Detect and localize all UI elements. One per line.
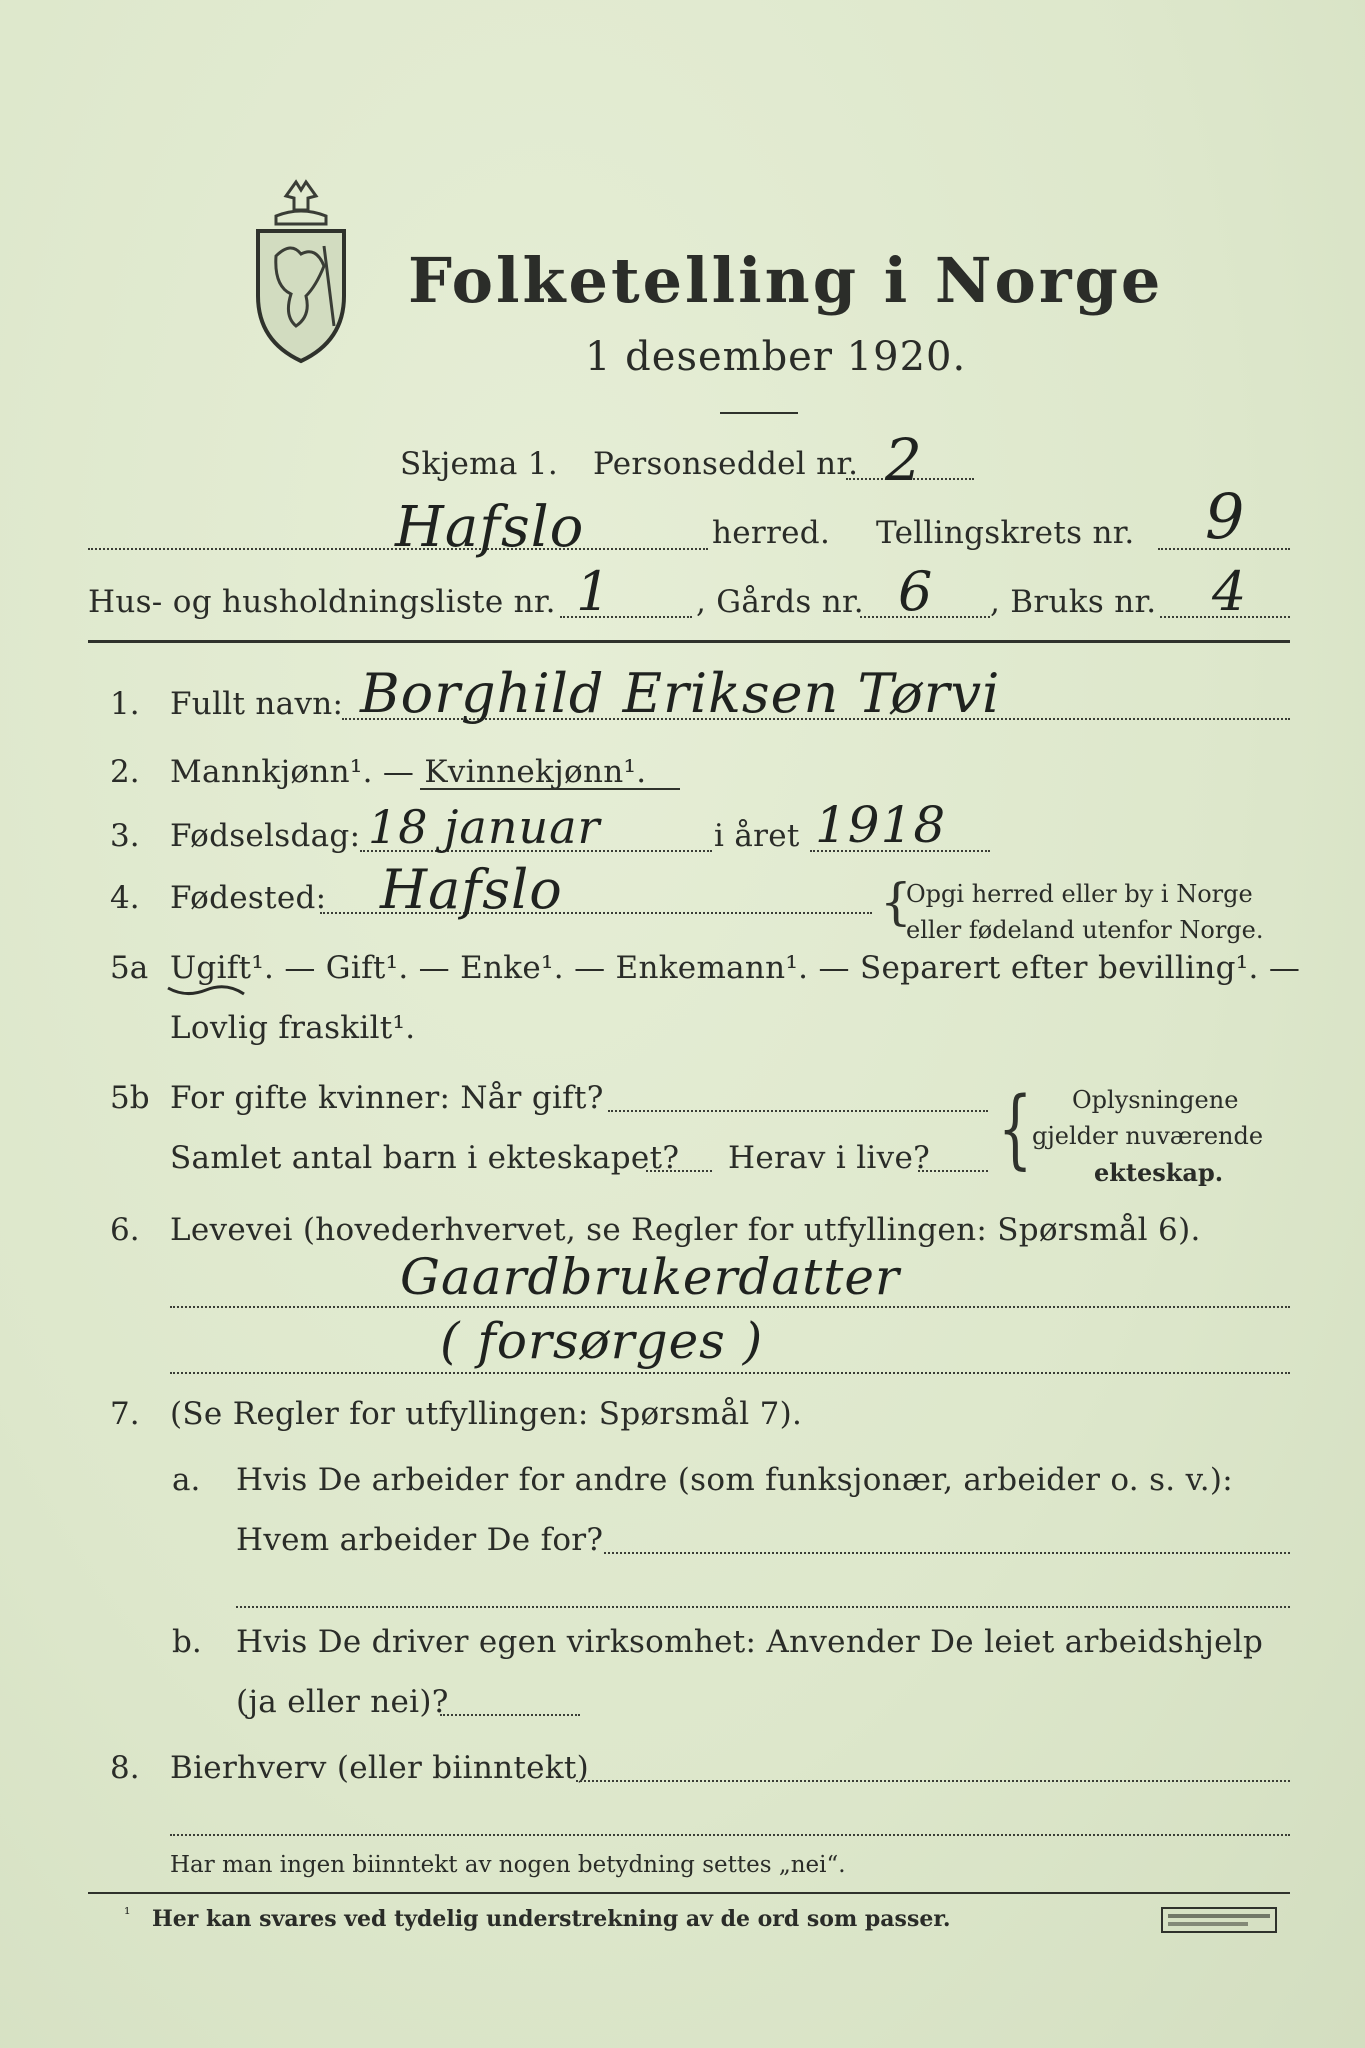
herred-value: Hafslo bbox=[395, 495, 585, 560]
q4-brace: { bbox=[880, 873, 912, 931]
personseddel-label: Personseddel nr. bbox=[593, 446, 859, 482]
tellingskrets-value: 9 bbox=[1205, 480, 1246, 553]
q5a-label-2: Lovlig fraskilt¹. bbox=[170, 1010, 416, 1046]
q3-label: Fødselsdag: bbox=[170, 818, 361, 854]
q5b-label-2: Samlet antal barn i ekteskapet? bbox=[170, 1140, 680, 1176]
q7b-label-2: (ja eller nei)? bbox=[236, 1684, 449, 1720]
q5b-note-2: gjelder nuværende bbox=[1032, 1122, 1264, 1150]
q6-line-1 bbox=[170, 1306, 1290, 1308]
q8-note: Har man ingen biinntekt av nogen betydning settes „nei“. bbox=[170, 1852, 846, 1878]
q3-year-value: 1918 bbox=[815, 796, 947, 854]
q3-year-label: i året bbox=[714, 818, 800, 854]
q5b-note-3: ekteskap. bbox=[1094, 1158, 1224, 1187]
q5b-note-1: Oplysningene bbox=[1072, 1086, 1239, 1114]
q1-number: 1. bbox=[110, 686, 140, 722]
herred-label: herred. bbox=[712, 515, 831, 551]
bruks-label: , Bruks nr. bbox=[990, 584, 1157, 620]
bruks-value: 4 bbox=[1212, 560, 1248, 623]
q4-note-2: eller fødeland utenfor Norge. bbox=[906, 916, 1264, 944]
q2-number: 2. bbox=[110, 754, 140, 790]
q1-label: Fullt navn: bbox=[170, 686, 344, 722]
q5a-ugift-mark bbox=[166, 984, 246, 1000]
q4-label: Fødested: bbox=[170, 880, 327, 916]
q5b-number: 5b bbox=[110, 1080, 150, 1116]
footer-rule bbox=[88, 1892, 1290, 1894]
q1-value: Borghild Eriksen Tørvi bbox=[360, 662, 1001, 725]
q5b-label-1: For gifte kvinner: Når gift? bbox=[170, 1080, 604, 1116]
footnote: Her kan svares ved tydelig understrekning av de ord som passer. bbox=[152, 1906, 951, 1932]
q6-line-2 bbox=[170, 1372, 1290, 1374]
q6-value-1: Gaardbrukerdatter bbox=[400, 1248, 900, 1306]
q7b-label-1: Hvis De driver egen virksomhet: Anvender De leiet arbeidshjelp bbox=[236, 1624, 1264, 1660]
q7b-letter: b. bbox=[172, 1624, 202, 1660]
husliste-value: 1 bbox=[576, 560, 612, 623]
q7a-label-2: Hvem arbeider De for? bbox=[236, 1522, 604, 1558]
q3-number: 3. bbox=[110, 818, 140, 854]
q7a-line-1 bbox=[604, 1552, 1290, 1554]
q6-label: Levevei (hovederhvervet, se Regler for utfyllingen: Spørsmål 6). bbox=[170, 1212, 1201, 1248]
husliste-label: Hus- og husholdningsliste nr. bbox=[88, 584, 556, 620]
q3-value: 18 januar bbox=[368, 800, 601, 854]
q6-value-2: ( forsørges ) bbox=[440, 1312, 764, 1370]
printer-stamp-icon bbox=[1160, 1906, 1278, 1934]
q2-underline-kvinnekjonn bbox=[420, 788, 680, 790]
footnote-mark: ¹ bbox=[124, 1904, 131, 1923]
q8-line-2 bbox=[170, 1834, 1290, 1836]
q5b-label-3: Herav i live? bbox=[728, 1140, 931, 1176]
q7a-line-2 bbox=[236, 1606, 1290, 1608]
q5a-number: 5a bbox=[110, 950, 149, 986]
schema-label: Skjema 1. bbox=[400, 446, 558, 482]
q7a-letter: a. bbox=[172, 1462, 201, 1498]
q4-number: 4. bbox=[110, 880, 140, 916]
q5b-brace: { bbox=[998, 1077, 1033, 1179]
q4-value: Hafslo bbox=[380, 858, 563, 921]
title-divider bbox=[720, 412, 798, 414]
gards-label: , Gårds nr. bbox=[696, 584, 864, 620]
q5b-alive-line bbox=[918, 1170, 988, 1172]
q6-number: 6. bbox=[110, 1212, 140, 1248]
q2-label: Mannkjønn¹. — Kvinnekjønn¹. bbox=[170, 754, 647, 790]
q7-label: (Se Regler for utfyllingen: Spørsmål 7). bbox=[170, 1396, 803, 1432]
coat-of-arms-icon bbox=[246, 176, 356, 366]
gards-value: 6 bbox=[898, 560, 934, 623]
header-rule bbox=[88, 640, 1290, 643]
form-title: Folketelling i Norge bbox=[408, 244, 1164, 317]
q7b-line bbox=[440, 1714, 580, 1716]
q5b-married-line bbox=[608, 1110, 988, 1112]
q7a-label-1: Hvis De arbeider for andre (som funksjonær, arbeider o. s. v.): bbox=[236, 1462, 1234, 1498]
q4-note-1: Opgi herred eller by i Norge bbox=[906, 880, 1253, 908]
q8-line-1 bbox=[576, 1780, 1290, 1782]
q7-number: 7. bbox=[110, 1396, 140, 1432]
q5a-label: Ugift¹. — Gift¹. — Enke¹. — Enkemann¹. — Separert efter bevilling¹. — bbox=[170, 950, 1301, 986]
q8-number: 8. bbox=[110, 1750, 140, 1786]
personseddel-value: 2 bbox=[885, 426, 923, 494]
q5b-children-line bbox=[646, 1170, 712, 1172]
tellingskrets-label: Tellingskrets nr. bbox=[876, 515, 1135, 551]
census-date: 1 desember 1920. bbox=[585, 334, 967, 380]
q8-label: Bierhverv (eller biinntekt) bbox=[170, 1750, 590, 1786]
